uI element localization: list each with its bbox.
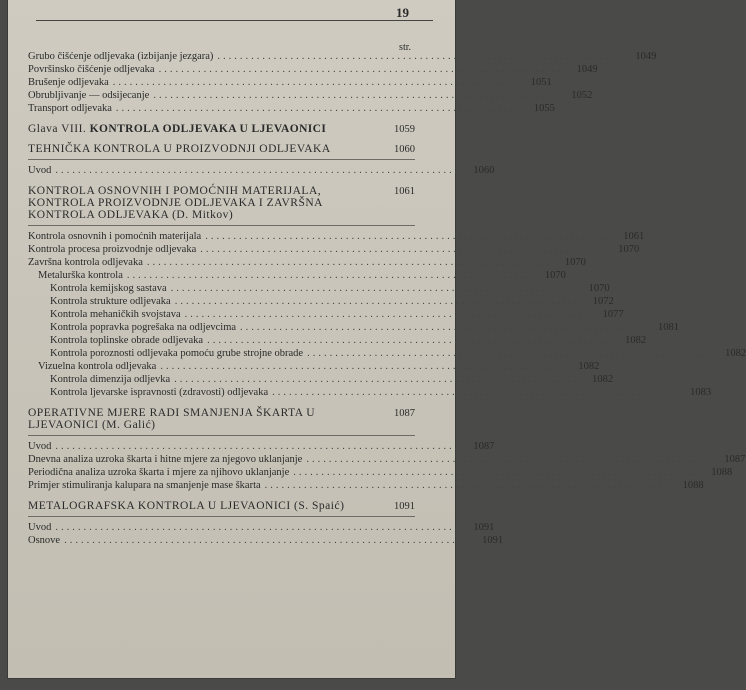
section-heading-metalo (28, 500, 415, 512)
entry-page: 1055 (533, 103, 555, 114)
entry-page: 1049 (576, 64, 598, 75)
entry-page: 1082 (578, 361, 600, 372)
book-page (8, 0, 746, 678)
list-item: Vizuelna kontrola odljevaka ........................................................................ 1082 (38, 361, 600, 372)
entry-page: 1070 (618, 244, 640, 255)
list-item: Dnevna analiza uzroka škarta i hitne mjere za njegovo uklanjanje ........................................................................ 1087 (28, 454, 746, 465)
entry-title: Kontrola ljevarske ispravnosti (zdravosti) odljevaka (50, 387, 269, 398)
top-entries (28, 50, 657, 115)
list-item: Kontrola ljevarske ispravnosti (zdravosti) odljevaka ........................................................................ 1083 (50, 387, 712, 398)
entry-title: Kontrola popravka pogrešaka na odljevcima (50, 322, 237, 333)
section-page: 1060 (394, 144, 415, 155)
list-item: Kontrola kemijskog sastava ........................................................................ 1070 (50, 283, 610, 294)
entry-title: Kontrola kemijskog sastava (50, 283, 167, 294)
list-item: Kontrola poroznosti odljevaka pomoću grube strojne obrade ........................................................................ 1082 (50, 348, 746, 359)
entry-title: Periodična analiza uzroka škarta i mjere za njihovo uklanjanje (28, 467, 290, 478)
section-page: 1091 (394, 501, 415, 512)
section-title: KONTROLA OSNOVNIH I POMOĆNIH MATERIJALA, KONTROLA PROIZVODNJE ODLJEVAKA I ZAVRŠNA KONTROLA ODLJEVAKA (D. Mitkov) (28, 185, 323, 221)
entry-title: Uvod (28, 165, 52, 176)
page-column-header: str. (399, 42, 411, 53)
entry-title: Kontrola mehaničkih svojstava (50, 309, 181, 320)
divider (28, 516, 415, 517)
entry-title: Kontrola toplinske obrade odljevaka (50, 335, 204, 346)
list-item: Kontrola popravka pogrešaka na odljevcima ........................................................................ 1081 (50, 322, 680, 333)
section-heading-operativne (28, 407, 415, 431)
entry-title: Dnevna analiza uzroka škarta i hitne mjere za njegovo uklanjanje (28, 454, 303, 465)
chapter-prefix: Glava VIII. (28, 123, 87, 135)
section-heading-kontrola (28, 185, 415, 221)
list-item: Kontrola procesa proizvodnje odljevaka ........................................................................ 1070 (28, 244, 640, 255)
list-item: Kontrola dimenzija odljevka ........................................................................ 1082 (50, 374, 614, 385)
list-item: Periodična analiza uzroka škarta i mjere za njihovo uklanjanje ........................................................................ 1088 (28, 467, 733, 478)
entry-page: 1082 (625, 335, 647, 346)
entry-page: 1088 (711, 467, 733, 478)
entry-title: Kontrola dimenzija odljevka (50, 374, 171, 385)
entry-page: 1060 (473, 165, 495, 176)
section-title: OPERATIVNE MJERE RADI SMANJENJA ŠKARTA U LJEVAONICI (M. Galić) (28, 407, 316, 431)
section-heading-tech (28, 143, 415, 155)
list-item: Površinsko čišćenje odljevaka ........................................................................ 1049 (28, 64, 598, 75)
section-title: METALOGRAFSKA KONTROLA U LJEVAONICI (S. Spaić) (28, 500, 345, 512)
entry-title: Kontrola procesa proizvodnje odljevaka (28, 244, 197, 255)
list-item: Uvod ........................................................................ 1091 (28, 522, 495, 533)
list-item: Primjer stimuliranja kalupara na smanjenje mase škarta ........................................................................ 1088 (28, 480, 704, 491)
list-item: Transport odljevaka ........................................................................ 1055 (28, 103, 555, 114)
chapter-page: 1059 (394, 124, 415, 135)
metalo-entries (28, 521, 504, 547)
list-item: Metalurška kontrola ........................................................................ 1070 (38, 270, 566, 281)
entry-page: 1049 (635, 51, 657, 62)
entry-page: 1077 (602, 309, 624, 320)
entry-page: 1087 (724, 454, 746, 465)
entry-page: 1081 (658, 322, 680, 333)
entry-page: 1082 (725, 348, 746, 359)
entry-title: Kontrola poroznosti odljevaka pomoću grube strojne obrade (50, 348, 304, 359)
entry-page: 1082 (592, 374, 614, 385)
divider (28, 225, 415, 226)
entry-page: 1083 (690, 387, 712, 398)
entry-title: Kontrola osnovnih i pomoćnih materijala (28, 231, 202, 242)
entry-title: Brušenje odljevaka (28, 77, 109, 88)
entry-page: 1070 (588, 283, 610, 294)
entry-title: Površinsko čišćenje odljevaka (28, 64, 155, 75)
list-item: Brušenje odljevaka ........................................................................ 1051 (28, 77, 552, 88)
section-page: 1061 (394, 186, 415, 197)
kontrola-entries (28, 230, 746, 399)
table-of-contents (28, 50, 746, 547)
entry-page: 1088 (682, 480, 704, 491)
list-item: Grubo čišćenje odljevaka (izbijanje jezgara) ........................................................................ 1049 (28, 51, 657, 62)
section-page: 1087 (394, 408, 415, 419)
page-number: 19 (396, 5, 409, 20)
list-item: Uvod ........................................................................ 1087 (28, 441, 495, 452)
list-item: Osnove ........................................................................ 1091 (28, 535, 504, 546)
header-rule (36, 20, 433, 21)
entry-page: 1070 (564, 257, 586, 268)
chapter-title: KONTROLA ODLJEVAKA U LJEVAONICI (89, 123, 327, 135)
entry-title: Završna kontrola odljevaka (28, 257, 143, 268)
list-item: Kontrola osnovnih i pomoćnih materijala ........................................................................ 1061 (28, 231, 645, 242)
entry-page: 1091 (473, 522, 495, 533)
entry-title: Obrubljivanje — odsijecanje (28, 90, 150, 101)
entry-title: Uvod (28, 522, 52, 533)
entry-page: 1087 (473, 441, 495, 452)
entry-title: Transport odljevaka (28, 103, 112, 114)
chapter-heading (28, 123, 415, 135)
divider (28, 159, 415, 160)
divider (28, 435, 415, 436)
entry-page: 1051 (530, 77, 552, 88)
entry-page: 1070 (544, 270, 566, 281)
operativne-entries (28, 440, 746, 492)
entry-page: 1052 (571, 90, 593, 101)
list-item: Obrubljivanje — odsijecanje ........................................................................ 1052 (28, 90, 593, 101)
list-item: Uvod ........................................................................ 1060 (28, 165, 495, 176)
entry-title: Osnove (28, 535, 61, 546)
list-item: Kontrola toplinske obrade odljevaka ........................................................................ 1082 (50, 335, 647, 346)
list-item: Kontrola strukture odljevaka ........................................................................ 1072 (50, 296, 614, 307)
entry-title: Primjer stimuliranja kalupara na smanjenje mase škarta (28, 480, 261, 491)
entry-title: Kontrola strukture odljevaka (50, 296, 171, 307)
list-item: Kontrola mehaničkih svojstava ........................................................................ 1077 (50, 309, 624, 320)
entry-title: Uvod (28, 441, 52, 452)
entry-title: Metalurška kontrola (38, 270, 123, 281)
section-title: TEHNIČKA KONTROLA U PROIZVODNJI ODLJEVAKA (28, 143, 331, 155)
entry-title: Grubo čišćenje odljevaka (izbijanje jezgara) (28, 51, 214, 62)
entry-page: 1061 (623, 231, 645, 242)
list-item: Završna kontrola odljevaka ........................................................................ 1070 (28, 257, 586, 268)
entry-title: Vizuelna kontrola odljevaka (38, 361, 157, 372)
entry-page: 1091 (482, 535, 504, 546)
entry-page: 1072 (592, 296, 614, 307)
